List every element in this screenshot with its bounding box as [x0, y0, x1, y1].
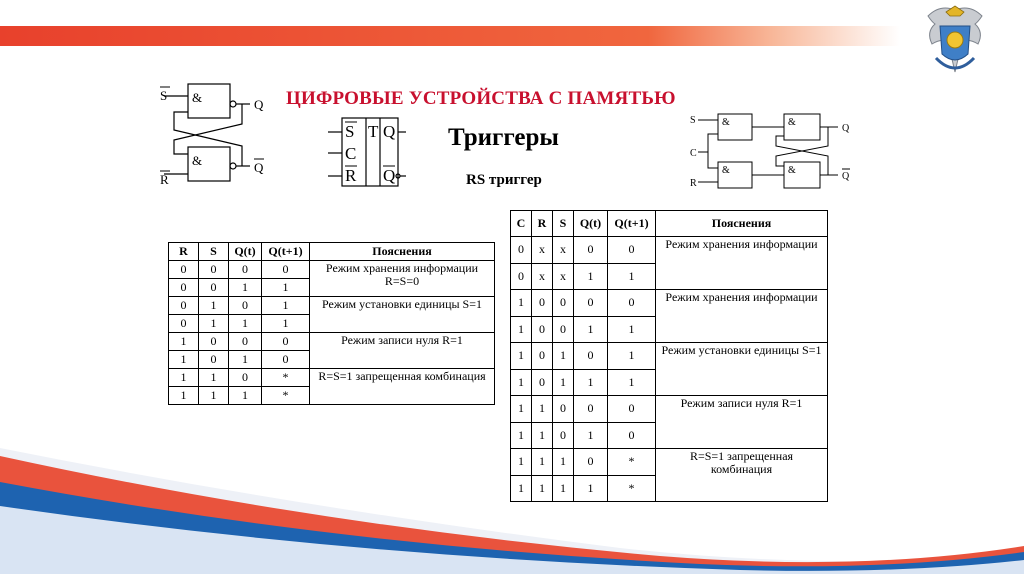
sync-rs-trigger-symbol: [326, 116, 408, 190]
gate1-symbol: &: [722, 117, 730, 128]
table-cell: x: [553, 263, 574, 290]
table-cell: 0: [574, 449, 608, 476]
slide-subtitle: Триггеры: [448, 124, 559, 151]
table-cell: 1: [199, 387, 229, 405]
table-cell: 1: [553, 449, 574, 476]
table-cell: 1: [532, 475, 553, 502]
table-cell: 0: [553, 290, 574, 317]
table-cell: 0: [262, 333, 310, 351]
slide-title: ЦИФРОВЫЕ УСТРОЙСТВА С ПАМЯТЬЮ: [286, 88, 676, 109]
explanation-cell: Режим установки единицы S=1: [656, 343, 828, 396]
table-header: R: [169, 243, 199, 261]
table-cell: 1: [229, 279, 262, 297]
table-row: [169, 297, 495, 315]
table-header: Пояснения: [656, 211, 828, 237]
table-cell: 1: [511, 369, 532, 396]
table-cell: 0: [199, 333, 229, 351]
table-cell: 0: [574, 237, 608, 264]
table-cell: 0: [532, 290, 553, 317]
table-cell: 1: [511, 422, 532, 449]
table-header: Q(t): [229, 243, 262, 261]
emblem-logo: [920, 2, 990, 80]
sym-input-s: S: [345, 122, 355, 141]
explanation-cell: Режим хранения информации: [656, 290, 828, 343]
table-cell: 1: [169, 333, 199, 351]
output-q-label: Q: [254, 97, 264, 112]
table-cell: 0: [262, 261, 310, 279]
table-cell: 1: [262, 297, 310, 315]
table-cell: 0: [229, 369, 262, 387]
table-cell: 1: [511, 449, 532, 476]
table-cell: 1: [199, 369, 229, 387]
table-cell: 0: [169, 297, 199, 315]
table-cell: 0: [553, 422, 574, 449]
explanation-cell: R=S=1 запрещенная комбинация: [310, 369, 495, 405]
table-cell: *: [608, 449, 656, 476]
table-row: [511, 290, 828, 317]
table-cell: 0: [574, 343, 608, 370]
table-header: Q(t): [574, 211, 608, 237]
sym-output-q: Q: [383, 122, 396, 141]
table-cell: 0: [511, 237, 532, 264]
table-header: Q(t+1): [262, 243, 310, 261]
table-cell: 0: [199, 351, 229, 369]
explanation-cell: Режим записи нуля R=1: [656, 396, 828, 449]
top-stripe: [0, 0, 1024, 60]
table-cell: 0: [262, 351, 310, 369]
bottom-wave-decoration: [0, 448, 1024, 574]
table-cell: 1: [608, 343, 656, 370]
table-cell: 0: [553, 396, 574, 423]
table-cell: 1: [574, 263, 608, 290]
sym-output-nq: Q: [383, 166, 396, 185]
explanation-cell: Режим хранения информации: [656, 237, 828, 290]
table-cell: 0: [608, 396, 656, 423]
table-cell: 1: [532, 396, 553, 423]
clocked-output-q: Q: [842, 123, 850, 134]
table-cell: 0: [169, 279, 199, 297]
table-cell: 1: [511, 343, 532, 370]
table-cell: x: [553, 237, 574, 264]
table-cell: x: [532, 263, 553, 290]
input-s-label: S: [160, 88, 168, 103]
input-r-label: R: [160, 172, 169, 187]
table-cell: 0: [532, 343, 553, 370]
table-cell: 1: [553, 369, 574, 396]
table-header: S: [199, 243, 229, 261]
table-cell: 1: [574, 475, 608, 502]
table-row: [169, 333, 495, 351]
table-cell: 1: [229, 387, 262, 405]
table-cell: x: [532, 237, 553, 264]
table-cell: 1: [511, 316, 532, 343]
table-row: [169, 369, 495, 387]
table-cell: 1: [262, 279, 310, 297]
and-gate-symbol-bottom: &: [192, 153, 203, 168]
rs-truth-table: [168, 242, 495, 405]
table-row: [511, 396, 828, 423]
table-cell: 0: [608, 290, 656, 317]
table-cell: 0: [169, 261, 199, 279]
explanation-cell: Режим хранения информации R=S=0: [310, 261, 495, 297]
table-cell: 1: [553, 475, 574, 502]
explanation-cell: Режим записи нуля R=1: [310, 333, 495, 369]
table-header: Пояснения: [310, 243, 495, 261]
clocked-input-r: R: [690, 178, 697, 189]
table-header: R: [532, 211, 553, 237]
sym-input-r: R: [345, 166, 357, 185]
table-cell: 0: [199, 279, 229, 297]
table-row: [169, 261, 495, 279]
table-cell: *: [262, 387, 310, 405]
table-cell: 1: [169, 387, 199, 405]
rs-latch-diagram: [158, 80, 270, 192]
sym-type-t: T: [368, 122, 379, 141]
table-cell: 0: [608, 237, 656, 264]
table-cell: 1: [511, 396, 532, 423]
and-gate-symbol-top: &: [192, 90, 203, 105]
table-cell: 0: [199, 261, 229, 279]
table-cell: *: [262, 369, 310, 387]
table-cell: 0: [229, 297, 262, 315]
clocked-input-s: S: [690, 115, 696, 126]
table-cell: 1: [574, 316, 608, 343]
table-cell: 0: [229, 261, 262, 279]
table-header: C: [511, 211, 532, 237]
table-cell: 0: [169, 315, 199, 333]
output-nq-label: Q: [254, 160, 264, 175]
table-cell: 1: [169, 351, 199, 369]
table-cell: 0: [553, 316, 574, 343]
clocked-input-c: C: [690, 148, 697, 159]
table-cell: 1: [532, 422, 553, 449]
clocked-output-nq: Q: [842, 171, 850, 182]
table-cell: 1: [199, 315, 229, 333]
table-cell: 0: [532, 316, 553, 343]
table-cell: 1: [532, 449, 553, 476]
table-cell: 1: [553, 343, 574, 370]
table-cell: 1: [511, 475, 532, 502]
table-cell: 0: [608, 422, 656, 449]
table-cell: 1: [229, 351, 262, 369]
table-cell: 1: [511, 290, 532, 317]
rs-trigger-label: RS триггер: [466, 172, 542, 188]
table-cell: 1: [262, 315, 310, 333]
table-cell: 1: [169, 369, 199, 387]
table-cell: 1: [574, 422, 608, 449]
table-cell: *: [608, 475, 656, 502]
table-header: S: [553, 211, 574, 237]
table-row: [511, 237, 828, 264]
table-cell: 0: [511, 263, 532, 290]
table-header: Q(t+1): [608, 211, 656, 237]
table-cell: 0: [229, 333, 262, 351]
table-cell: 0: [532, 369, 553, 396]
table-cell: 1: [199, 297, 229, 315]
table-cell: 1: [574, 369, 608, 396]
table-cell: 0: [574, 396, 608, 423]
clocked-rs-trigger-diagram: [688, 110, 860, 192]
explanation-cell: Режим установки единицы S=1: [310, 297, 495, 333]
table-cell: 1: [229, 315, 262, 333]
table-cell: 1: [608, 316, 656, 343]
table-row: [511, 343, 828, 370]
gate3-symbol: &: [788, 117, 796, 128]
table-cell: 0: [574, 290, 608, 317]
table-cell: 1: [608, 263, 656, 290]
sym-input-c: C: [345, 144, 357, 163]
gate2-symbol: &: [722, 165, 730, 176]
table-cell: 1: [608, 369, 656, 396]
explanation-cell: R=S=1 запрещенная комбинация: [656, 449, 828, 502]
gate4-symbol: &: [788, 165, 796, 176]
